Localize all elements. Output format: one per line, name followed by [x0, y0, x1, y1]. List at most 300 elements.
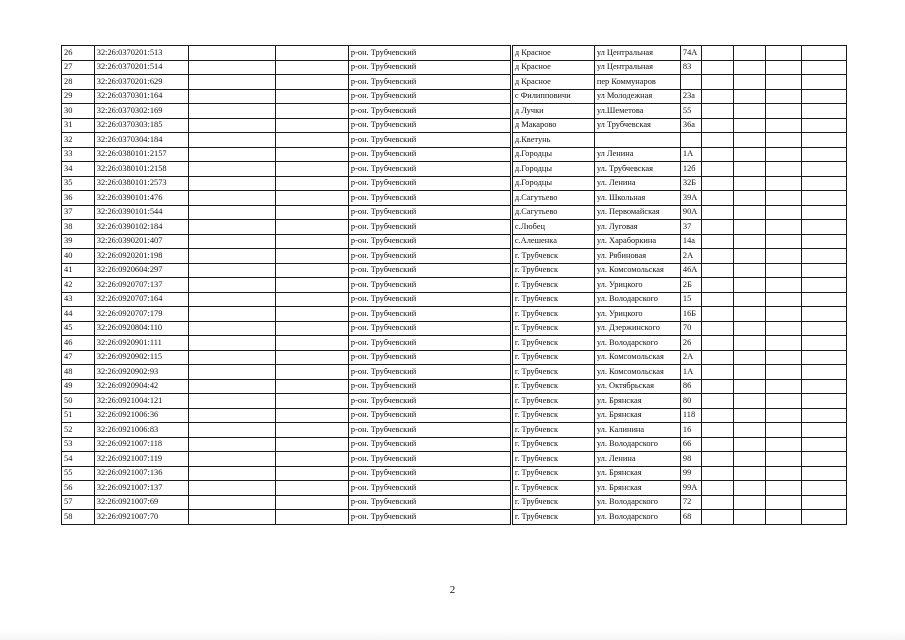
cell-district: р-он. Трубчевский	[348, 278, 511, 293]
cell-row-number: 55	[62, 466, 95, 481]
cell-street: ул. Брянская	[594, 466, 680, 481]
cell-district: р-он. Трубчевский	[348, 481, 511, 496]
cell-house-number: 36а	[680, 118, 702, 133]
cell-empty	[734, 495, 766, 510]
cell-empty	[276, 466, 349, 481]
table-row	[62, 350, 847, 365]
cell-empty	[801, 394, 846, 409]
cell-empty	[801, 234, 846, 249]
cell-empty	[734, 162, 766, 177]
cell-empty	[189, 423, 276, 438]
cell-empty	[702, 147, 734, 162]
cell-cadastral-number: 32:26:0921007:136	[94, 466, 188, 481]
cell-district: р-он. Трубчевский	[348, 60, 511, 75]
cell-settlement: г. Трубчевск	[511, 423, 594, 438]
cell-empty	[801, 75, 846, 90]
cell-district: р-он. Трубчевский	[348, 307, 511, 322]
cell-settlement: г. Трубчевск	[511, 510, 594, 525]
cell-empty	[276, 118, 349, 133]
cell-street: ул. Хараборкина	[594, 234, 680, 249]
cell-house-number: 23а	[680, 89, 702, 104]
cell-empty	[765, 60, 801, 75]
cell-empty	[765, 191, 801, 206]
cell-district: р-он. Трубчевский	[348, 350, 511, 365]
cell-district: р-он. Трубчевский	[348, 263, 511, 278]
cell-empty	[276, 437, 349, 452]
cell-cadastral-number: 32:26:0920707:137	[94, 278, 188, 293]
cell-empty	[276, 220, 349, 235]
cell-row-number: 29	[62, 89, 95, 104]
cell-empty	[734, 336, 766, 351]
cell-cadastral-number: 32:26:0920201:198	[94, 249, 188, 264]
cell-empty	[765, 437, 801, 452]
cell-empty	[801, 481, 846, 496]
cell-empty	[189, 176, 276, 191]
cell-street: ул. Урицкого	[594, 278, 680, 293]
cell-street: ул. Трубчевская	[594, 162, 680, 177]
cell-cadastral-number: 32:26:0370201:629	[94, 75, 188, 90]
cell-settlement: г. Трубчевск	[511, 321, 594, 336]
cell-empty	[189, 292, 276, 307]
cell-empty	[734, 176, 766, 191]
table-row	[62, 292, 847, 307]
cell-cadastral-number: 32:26:0370201:514	[94, 60, 188, 75]
cell-settlement: г. Трубчевск	[511, 379, 594, 394]
cell-empty	[189, 162, 276, 177]
cell-empty	[734, 263, 766, 278]
cell-empty	[801, 408, 846, 423]
cell-empty	[734, 408, 766, 423]
cell-empty	[765, 133, 801, 148]
cell-settlement: г. Трубчевск	[511, 307, 594, 322]
cell-empty	[189, 133, 276, 148]
cell-empty	[765, 176, 801, 191]
cell-settlement: г. Трубчевск	[511, 350, 594, 365]
cell-row-number: 28	[62, 75, 95, 90]
cell-empty	[765, 336, 801, 351]
cell-street: ул. Ленина	[594, 176, 680, 191]
cell-row-number: 41	[62, 263, 95, 278]
cell-empty	[801, 249, 846, 264]
cell-cadastral-number: 32:26:0370304:184	[94, 133, 188, 148]
cell-empty	[734, 307, 766, 322]
cell-settlement: г. Трубчевск	[511, 452, 594, 467]
cell-empty	[702, 104, 734, 119]
cell-cadastral-number: 32:26:0920804:110	[94, 321, 188, 336]
table-row	[62, 89, 847, 104]
table-row	[62, 118, 847, 133]
cell-empty	[276, 249, 349, 264]
cell-cadastral-number: 32:26:0380101:2158	[94, 162, 188, 177]
cell-empty	[734, 437, 766, 452]
cell-empty	[276, 263, 349, 278]
cell-house-number: 16Б	[680, 307, 702, 322]
cell-empty	[276, 191, 349, 206]
cell-street: ул. Володарского	[594, 495, 680, 510]
cell-street: ул.Шеметова	[594, 104, 680, 119]
cell-district: р-он. Трубчевский	[348, 437, 511, 452]
cell-empty	[189, 437, 276, 452]
cell-empty	[765, 104, 801, 119]
cell-empty	[276, 408, 349, 423]
cell-empty	[702, 495, 734, 510]
cell-empty	[702, 350, 734, 365]
cell-empty	[702, 133, 734, 148]
cell-row-number: 43	[62, 292, 95, 307]
cell-empty	[189, 307, 276, 322]
cell-cadastral-number: 32:26:0920707:164	[94, 292, 188, 307]
cell-street: ул Трубчевская	[594, 118, 680, 133]
cell-house-number: 98	[680, 452, 702, 467]
cell-empty	[801, 379, 846, 394]
cell-street: ул. Школьная	[594, 191, 680, 206]
cell-cadastral-number: 32:26:0920902:115	[94, 350, 188, 365]
cell-settlement: г. Трубчевск	[511, 336, 594, 351]
cell-row-number: 48	[62, 365, 95, 380]
cell-empty	[765, 307, 801, 322]
table-row	[62, 336, 847, 351]
cell-cadastral-number: 32:26:0921007:137	[94, 481, 188, 496]
cell-street: ул. Ленина	[594, 452, 680, 467]
cell-empty	[189, 263, 276, 278]
cell-cadastral-number: 32:26:0921007:118	[94, 437, 188, 452]
cell-empty	[189, 220, 276, 235]
cell-house-number: 46А	[680, 263, 702, 278]
cell-cadastral-number: 32:26:0920904:42	[94, 379, 188, 394]
cell-row-number: 38	[62, 220, 95, 235]
cell-district: р-он. Трубчевский	[348, 46, 511, 61]
cell-empty	[276, 365, 349, 380]
cell-empty	[801, 495, 846, 510]
cell-empty	[276, 481, 349, 496]
cell-empty	[765, 75, 801, 90]
cell-district: р-он. Трубчевский	[348, 75, 511, 90]
cell-district: р-он. Трубчевский	[348, 118, 511, 133]
cell-row-number: 49	[62, 379, 95, 394]
cell-empty	[765, 263, 801, 278]
cell-empty	[765, 292, 801, 307]
cell-empty	[734, 278, 766, 293]
cell-house-number: 16	[680, 423, 702, 438]
cell-empty	[734, 75, 766, 90]
cell-house-number: 72	[680, 495, 702, 510]
table-row	[62, 321, 847, 336]
cell-street: ул Ленина	[594, 147, 680, 162]
cell-empty	[702, 510, 734, 525]
cell-empty	[276, 60, 349, 75]
table-row	[62, 510, 847, 525]
cell-empty	[189, 89, 276, 104]
cell-empty	[765, 408, 801, 423]
cell-row-number: 27	[62, 60, 95, 75]
cell-street	[594, 133, 680, 148]
cell-street: ул. Володарского	[594, 510, 680, 525]
cell-empty	[801, 278, 846, 293]
cell-house-number: 90А	[680, 205, 702, 220]
cell-empty	[765, 147, 801, 162]
cell-empty	[189, 234, 276, 249]
cell-house-number: 99А	[680, 481, 702, 496]
cell-house-number: 55	[680, 104, 702, 119]
table-row	[62, 104, 847, 119]
cell-empty	[734, 249, 766, 264]
table-row	[62, 307, 847, 322]
table-row	[62, 437, 847, 452]
cell-house-number: 2А	[680, 350, 702, 365]
cell-empty	[765, 162, 801, 177]
cell-empty	[734, 452, 766, 467]
cell-street: ул. Комсомольская	[594, 365, 680, 380]
cell-empty	[734, 205, 766, 220]
cell-cadastral-number: 32:26:0921006:83	[94, 423, 188, 438]
cell-empty	[702, 408, 734, 423]
cell-empty	[189, 452, 276, 467]
cell-empty	[702, 394, 734, 409]
cell-settlement: д Лучки	[511, 104, 594, 119]
cell-district: р-он. Трубчевский	[348, 89, 511, 104]
cell-empty	[702, 60, 734, 75]
cell-empty	[702, 278, 734, 293]
cell-house-number: 12б	[680, 162, 702, 177]
cell-settlement: д Макарово	[511, 118, 594, 133]
table-row	[62, 481, 847, 496]
cell-settlement: д Красное	[511, 75, 594, 90]
cell-row-number: 46	[62, 336, 95, 351]
cell-empty	[801, 292, 846, 307]
cell-empty	[702, 234, 734, 249]
cell-empty	[276, 75, 349, 90]
cell-settlement: д.Сагутьево	[511, 205, 594, 220]
cell-row-number: 42	[62, 278, 95, 293]
cell-street: ул. Комсомольская	[594, 263, 680, 278]
cell-empty	[276, 147, 349, 162]
cell-empty	[189, 336, 276, 351]
cell-empty	[702, 118, 734, 133]
cell-empty	[801, 162, 846, 177]
cell-settlement: д.Городцы	[511, 162, 594, 177]
cell-house-number: 32Б	[680, 176, 702, 191]
cell-empty	[801, 510, 846, 525]
cell-empty	[734, 104, 766, 119]
cell-settlement: г. Трубчевск	[511, 466, 594, 481]
cell-house-number: 66	[680, 437, 702, 452]
cell-settlement: г. Трубчевск	[511, 495, 594, 510]
cell-row-number: 37	[62, 205, 95, 220]
cell-house-number: 1А	[680, 365, 702, 380]
cell-row-number: 44	[62, 307, 95, 322]
cell-empty	[276, 321, 349, 336]
cell-empty	[189, 118, 276, 133]
cell-empty	[189, 408, 276, 423]
cell-district: р-он. Трубчевский	[348, 205, 511, 220]
cell-empty	[734, 350, 766, 365]
cell-empty	[702, 379, 734, 394]
cell-empty	[702, 292, 734, 307]
cell-empty	[702, 466, 734, 481]
cell-empty	[189, 466, 276, 481]
cell-house-number: 83	[680, 60, 702, 75]
cell-row-number: 26	[62, 46, 95, 61]
cell-empty	[702, 176, 734, 191]
cell-district: р-он. Трубчевский	[348, 220, 511, 235]
cell-street: ул. Дзержинского	[594, 321, 680, 336]
cell-cadastral-number: 32:26:0921006:36	[94, 408, 188, 423]
cell-empty	[765, 205, 801, 220]
cell-settlement: д Красное	[511, 60, 594, 75]
cell-empty	[276, 379, 349, 394]
cell-empty	[734, 60, 766, 75]
cell-empty	[801, 191, 846, 206]
cell-street: ул Молодежная	[594, 89, 680, 104]
cell-empty	[765, 118, 801, 133]
cell-empty	[702, 307, 734, 322]
cell-settlement: г. Трубчевск	[511, 249, 594, 264]
cell-settlement: д Красное	[511, 46, 594, 61]
cell-empty	[734, 423, 766, 438]
cell-settlement: д.Городцы	[511, 147, 594, 162]
cell-row-number: 47	[62, 350, 95, 365]
cell-settlement: д.Городцы	[511, 176, 594, 191]
cell-row-number: 36	[62, 191, 95, 206]
cell-empty	[189, 321, 276, 336]
cell-row-number: 57	[62, 495, 95, 510]
cell-empty	[702, 365, 734, 380]
cell-empty	[702, 162, 734, 177]
cell-street: ул. Луговая	[594, 220, 680, 235]
cell-house-number: 80	[680, 394, 702, 409]
cell-empty	[734, 46, 766, 61]
cell-empty	[734, 133, 766, 148]
cell-empty	[765, 423, 801, 438]
cell-empty	[276, 104, 349, 119]
cell-empty	[765, 278, 801, 293]
cell-empty	[765, 394, 801, 409]
cell-street: пер Коммунаров	[594, 75, 680, 90]
cell-empty	[734, 379, 766, 394]
table-row	[62, 147, 847, 162]
cell-empty	[801, 336, 846, 351]
cell-empty	[189, 278, 276, 293]
cell-settlement: с.Алешенка	[511, 234, 594, 249]
cell-empty	[702, 191, 734, 206]
cell-empty	[801, 133, 846, 148]
cell-empty	[801, 104, 846, 119]
cell-street: ул. Володарского	[594, 437, 680, 452]
cell-district: р-он. Трубчевский	[348, 133, 511, 148]
cell-empty	[765, 249, 801, 264]
cell-empty	[276, 350, 349, 365]
cell-settlement: г. Трубчевск	[511, 481, 594, 496]
cell-empty	[702, 423, 734, 438]
cell-empty	[734, 191, 766, 206]
cell-empty	[276, 452, 349, 467]
cell-district: р-он. Трубчевский	[348, 510, 511, 525]
cell-district: р-он. Трубчевский	[348, 452, 511, 467]
cell-street: ул. Брянская	[594, 394, 680, 409]
cell-settlement: д.Сагутьево	[511, 191, 594, 206]
cell-cadastral-number: 32:26:0920604:297	[94, 263, 188, 278]
cell-empty	[801, 350, 846, 365]
cell-row-number: 53	[62, 437, 95, 452]
cell-house-number: 99	[680, 466, 702, 481]
cell-district: р-он. Трубчевский	[348, 408, 511, 423]
cell-empty	[765, 89, 801, 104]
cell-district: р-он. Трубчевский	[348, 379, 511, 394]
cell-empty	[276, 205, 349, 220]
cell-district: р-он. Трубчевский	[348, 394, 511, 409]
table-row	[62, 60, 847, 75]
cell-empty	[801, 147, 846, 162]
cell-street: ул. Рябиновая	[594, 249, 680, 264]
cell-street: ул. Калинина	[594, 423, 680, 438]
table-row	[62, 408, 847, 423]
cell-empty	[189, 249, 276, 264]
cell-cadastral-number: 32:26:0370302:169	[94, 104, 188, 119]
cell-settlement: д.Кветунь	[511, 133, 594, 148]
cell-empty	[189, 495, 276, 510]
cell-row-number: 32	[62, 133, 95, 148]
cell-row-number: 35	[62, 176, 95, 191]
cell-empty	[801, 437, 846, 452]
cell-empty	[702, 437, 734, 452]
cell-street: ул. Первомайская	[594, 205, 680, 220]
cell-empty	[276, 89, 349, 104]
cell-empty	[765, 350, 801, 365]
cell-empty	[765, 452, 801, 467]
cell-empty	[276, 234, 349, 249]
cell-row-number: 33	[62, 147, 95, 162]
cell-empty	[276, 394, 349, 409]
cell-empty	[765, 220, 801, 235]
cell-district: р-он. Трубчевский	[348, 321, 511, 336]
cell-cadastral-number: 32:26:0370301:164	[94, 89, 188, 104]
cell-street: ул Центральная	[594, 60, 680, 75]
cell-empty	[801, 365, 846, 380]
cell-settlement: г. Трубчевск	[511, 263, 594, 278]
cell-cadastral-number: 32:26:0920901:111	[94, 336, 188, 351]
cell-empty	[765, 495, 801, 510]
table-row	[62, 205, 847, 220]
cell-empty	[734, 292, 766, 307]
cell-cadastral-number: 32:26:0921007:119	[94, 452, 188, 467]
cell-settlement: г. Трубчевск	[511, 292, 594, 307]
cell-empty	[801, 452, 846, 467]
cell-district: р-он. Трубчевский	[348, 466, 511, 481]
cell-cadastral-number: 32:26:0390101:544	[94, 205, 188, 220]
cell-empty	[734, 321, 766, 336]
cell-empty	[765, 234, 801, 249]
cell-house-number	[680, 133, 702, 148]
cell-district: р-он. Трубчевский	[348, 176, 511, 191]
cell-empty	[189, 394, 276, 409]
cell-empty	[702, 46, 734, 61]
cell-empty	[765, 466, 801, 481]
cell-cadastral-number: 32:26:0921007:69	[94, 495, 188, 510]
cell-empty	[189, 379, 276, 394]
cell-empty	[702, 75, 734, 90]
table-row	[62, 176, 847, 191]
cell-house-number	[680, 75, 702, 90]
cell-cadastral-number: 32:26:0390101:476	[94, 191, 188, 206]
table-row	[62, 46, 847, 61]
page-number: 2	[449, 584, 456, 596]
cell-empty	[702, 481, 734, 496]
cell-empty	[765, 379, 801, 394]
cell-empty	[734, 118, 766, 133]
table-row	[62, 379, 847, 394]
cell-empty	[189, 205, 276, 220]
cell-empty	[702, 249, 734, 264]
